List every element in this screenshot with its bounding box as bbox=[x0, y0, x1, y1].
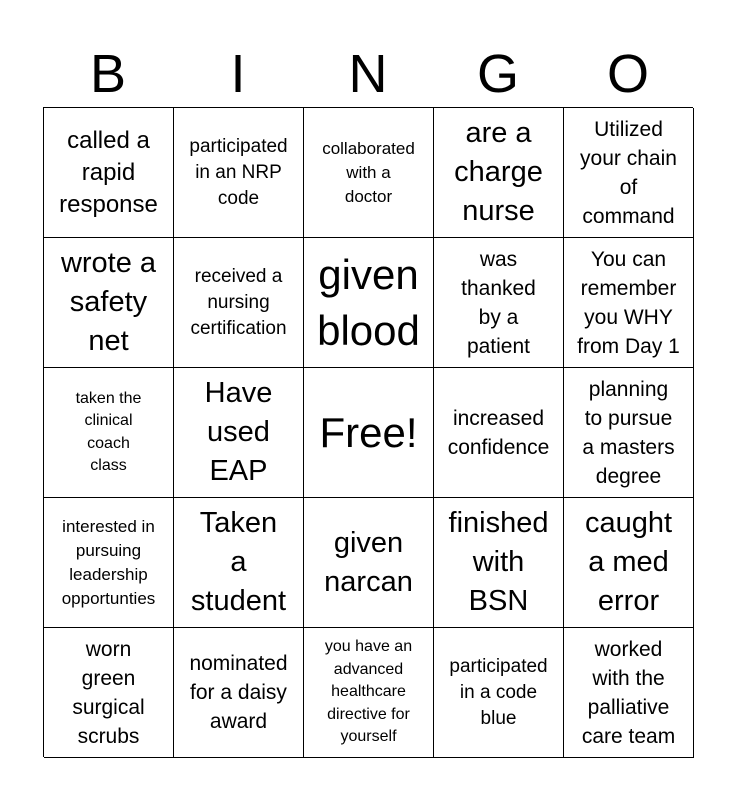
cell-text: collaborated with a doctor bbox=[322, 138, 415, 206]
bingo-cell[interactable] bbox=[44, 108, 174, 238]
cell-text: interested in pursuing leadership opportunties bbox=[61, 516, 156, 608]
cell-text: called a rapid response bbox=[59, 126, 158, 218]
bingo-cell[interactable] bbox=[174, 108, 304, 238]
bingo-cell[interactable] bbox=[434, 238, 564, 368]
bingo-cell[interactable] bbox=[434, 368, 564, 498]
free-space-text: Free! bbox=[319, 408, 418, 456]
header-letter-o: O bbox=[606, 44, 649, 104]
cell-text: Taken a student bbox=[190, 507, 287, 617]
cell-text: You can remember you WHY from Day 1 bbox=[577, 247, 680, 358]
header-letter-g: G bbox=[476, 44, 519, 104]
header-letter-b: B bbox=[89, 44, 127, 104]
bingo-cell[interactable] bbox=[44, 498, 174, 628]
bingo-cell[interactable] bbox=[44, 238, 174, 368]
cell-text: worked with the palliative care team bbox=[581, 637, 676, 748]
bingo-cell[interactable] bbox=[564, 368, 694, 498]
cell-text: received a nursing certification bbox=[190, 265, 287, 339]
bingo-grid bbox=[43, 107, 693, 757]
bingo-cell[interactable] bbox=[304, 498, 434, 628]
cell-text: increased confidence bbox=[447, 406, 550, 459]
cell-text: Utilized your chain of command bbox=[580, 117, 677, 228]
bingo-cell[interactable] bbox=[564, 498, 694, 628]
cell-text: planning to pursue a masters degree bbox=[582, 377, 675, 488]
bingo-cell[interactable] bbox=[174, 628, 304, 758]
bingo-cell[interactable] bbox=[304, 238, 434, 368]
cell-text: you have an advanced healthcare directive for yourself bbox=[324, 638, 413, 746]
bingo-cell[interactable] bbox=[564, 108, 694, 238]
bingo-cell[interactable] bbox=[174, 238, 304, 368]
bingo-cell[interactable] bbox=[434, 628, 564, 758]
bingo-cell[interactable] bbox=[434, 498, 564, 628]
cell-text: participated in an NRP code bbox=[189, 135, 288, 209]
cell-text: Have used EAP bbox=[204, 377, 273, 487]
bingo-cell[interactable] bbox=[44, 368, 174, 498]
bingo-cell[interactable] bbox=[174, 368, 304, 498]
cell-text: caught a med error bbox=[584, 507, 673, 617]
cell-text: nominated for a daisy award bbox=[189, 652, 288, 733]
cell-text: are a charge nurse bbox=[454, 117, 543, 227]
bingo-cell[interactable] bbox=[174, 498, 304, 628]
bingo-header bbox=[43, 40, 693, 108]
header-letter-n: N bbox=[348, 44, 388, 104]
cell-text: finished with BSN bbox=[448, 507, 549, 617]
bingo-cell[interactable] bbox=[434, 108, 564, 238]
header-letter-i: I bbox=[230, 44, 246, 104]
bingo-cell free-space[interactable] bbox=[304, 368, 434, 498]
cell-text: wrote a safety net bbox=[60, 247, 157, 357]
bingo-cell[interactable] bbox=[304, 108, 434, 238]
cell-text: given blood bbox=[317, 250, 420, 354]
cell-text: given narcan bbox=[324, 526, 413, 598]
bingo-cell[interactable] bbox=[304, 628, 434, 758]
bingo-cell[interactable] bbox=[564, 628, 694, 758]
bingo-cell[interactable] bbox=[44, 628, 174, 758]
bingo-cell[interactable] bbox=[564, 238, 694, 368]
cell-text: taken the clinical coach class bbox=[75, 389, 142, 474]
cell-text: worn green surgical scrubs bbox=[72, 637, 145, 748]
cell-text: was thanked by a patient bbox=[461, 247, 536, 358]
cell-text: participated in a code blue bbox=[449, 655, 548, 729]
